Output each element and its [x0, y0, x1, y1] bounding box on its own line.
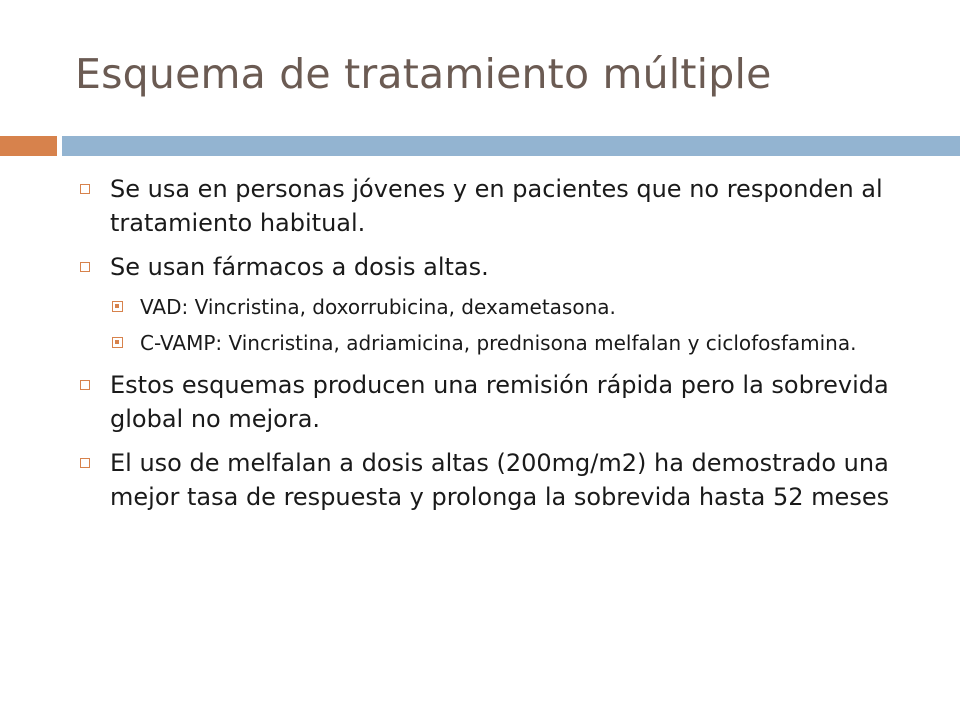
bullet-text: El uso de melfalan a dosis altas (200mg/m2) ha demostrado una mejor tasa de respuesta y prolonga la sobrevida hasta 52 meses	[110, 449, 890, 511]
title-rule-bar	[62, 136, 960, 156]
square-in-square-bullet-icon	[112, 301, 123, 312]
hollow-square-bullet-icon	[80, 458, 90, 468]
bullet-item	[78, 250, 918, 284]
bullet-text: Se usa en personas jóvenes y en pacientes que no responden al tratamiento habitual.	[110, 175, 883, 237]
hollow-square-bullet-icon	[80, 380, 90, 390]
square-in-square-bullet-icon	[112, 337, 123, 348]
hollow-square-bullet-icon	[80, 262, 90, 272]
sub-bullet-text: VAD: Vincristina, doxorrubicina, dexametasona.	[140, 295, 616, 319]
slide-title: Esquema de tratamiento múltiple	[75, 50, 772, 98]
bullet-text: Estos esquemas producen una remisión rápida pero la sobrevida global no mejora.	[110, 371, 889, 433]
bullet-text: Se usan fármacos a dosis altas.	[110, 253, 489, 281]
sub-bullet-text: C-VAMP: Vincristina, adriamicina, prednisona melfalan y ciclofosfamina.	[140, 331, 857, 355]
bullet-list	[78, 172, 918, 524]
accent-bar	[0, 136, 57, 156]
bullet-item	[78, 172, 918, 240]
bullet-item	[78, 446, 918, 514]
bullet-item	[78, 368, 918, 436]
sub-bullet-list	[78, 292, 918, 358]
sub-bullet-item	[110, 292, 918, 322]
hollow-square-bullet-icon	[80, 184, 90, 194]
sub-bullet-item	[110, 328, 918, 358]
